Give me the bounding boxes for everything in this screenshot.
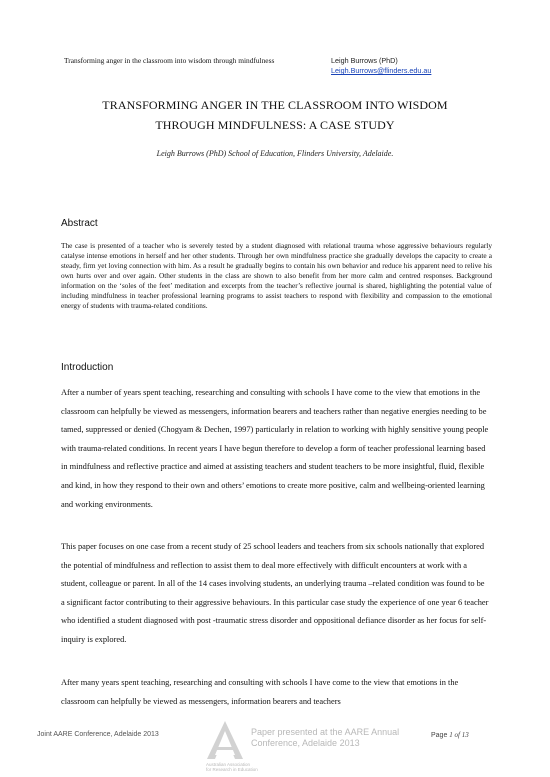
paper-title: [60, 95, 490, 135]
header-email-link[interactable]: Leigh.Burrows@flinders.edu.au: [331, 66, 432, 75]
paper-title-line-2: THROUGH MINDFULNESS: A CASE STUDY: [155, 118, 395, 132]
intro-paragraph-1: After a number of years spent teaching, researching and consulting with schools I have come to the view that emotions in the classroom can helpfully be viewed as messengers, information bearers and teachers rather than negative energies needing to be tamed, suppressed or denied (Chogyam & Dechen, 1997) particularly in relation to working with highly sensitive young people with trauma-related conditions. In recent years I have begun therefore to develop a form of teacher professional learning based in mindfulness and reflective practice and aimed at assisting teachers and student teachers to be more insightful, fluid, flexible and kind, in how they respond to their own and others’ emotions to create more positive, calm and wellbeing-oriented learning and working environments.: [61, 388, 489, 509]
aare-logo-icon: [205, 719, 245, 763]
watermark-line-2: Conference, Adelaide 2013: [251, 738, 360, 748]
introduction-heading: Introduction: [61, 362, 114, 373]
page-total: 13: [461, 731, 469, 739]
running-header-title: Transforming anger in the classroom into wisdom through mindfulness: [64, 56, 275, 65]
paper-title-line-1: TRANSFORMING ANGER IN THE CLASSROOM INTO WISDOM: [102, 98, 448, 112]
footer-page-number: Page 1 of 13: [431, 731, 469, 739]
page-current: 1: [449, 731, 453, 739]
watermark-text: [251, 727, 399, 749]
intro-paragraph-2: This paper focuses on one case from a recent study of 25 school leaders and teachers from six schools nationally that explored the potential of mindfulness and reflection to assist them to deal more effectively with difficult encounters at work with a student, colleague or parent. In all of the 14 cases involving students, an underlying trauma –related condition was found to be a significant factor contributing to their aggressive behaviours. In this particular case study the experience of one year 6 teacher who identified a student diagnosed with post -traumatic stress disorder and oppositional defiance disorder as her focus for self-inquiry is explored.: [61, 542, 489, 644]
footer-conference: Joint AARE Conference, Adelaide 2013: [37, 731, 159, 738]
watermark-org: Australian Association for Research in Education: [206, 762, 258, 772]
abstract-heading: Abstract: [61, 218, 98, 229]
abstract-text: The case is presented of a teacher who is severely tested by a student diagnosed with relational trauma whose aggressive behaviours regularly catalyse intense emotions in herself and her other students. Through her own mindfulness practice she gradually develops the capacity to create a steady, firm yet loving connection with him. As a result he gradually begins to contain his own behavior and reduce his apparent need to relive his own hurts over and over again. Other students in the class are shown to also benefit from her more calm and centred responses. Background information on the ‘soles of the feet’ meditation and excerpts from the teacher’s reflective journal is shared, highlighting the potential value of including mindfulness in teacher professional learning programs to assist teachers to respond with flexibility and compassion to the emotional energy of students with trauma-related conditions.: [61, 241, 492, 310]
author-affiliation: Leigh Burrows (PhD) School of Education, Flinders University, Adelaide.: [156, 149, 394, 158]
header-author: Leigh Burrows (PhD): [331, 56, 398, 65]
intro-paragraph-3: After many years spent teaching, researching and consulting with schools I have come to the view that emotions in the classroom can helpfully be viewed as messengers, information bearers and teachers: [61, 678, 459, 706]
running-header-author-block: [331, 56, 431, 76]
watermark-line-1: Paper presented at the AARE Annual: [251, 727, 400, 737]
